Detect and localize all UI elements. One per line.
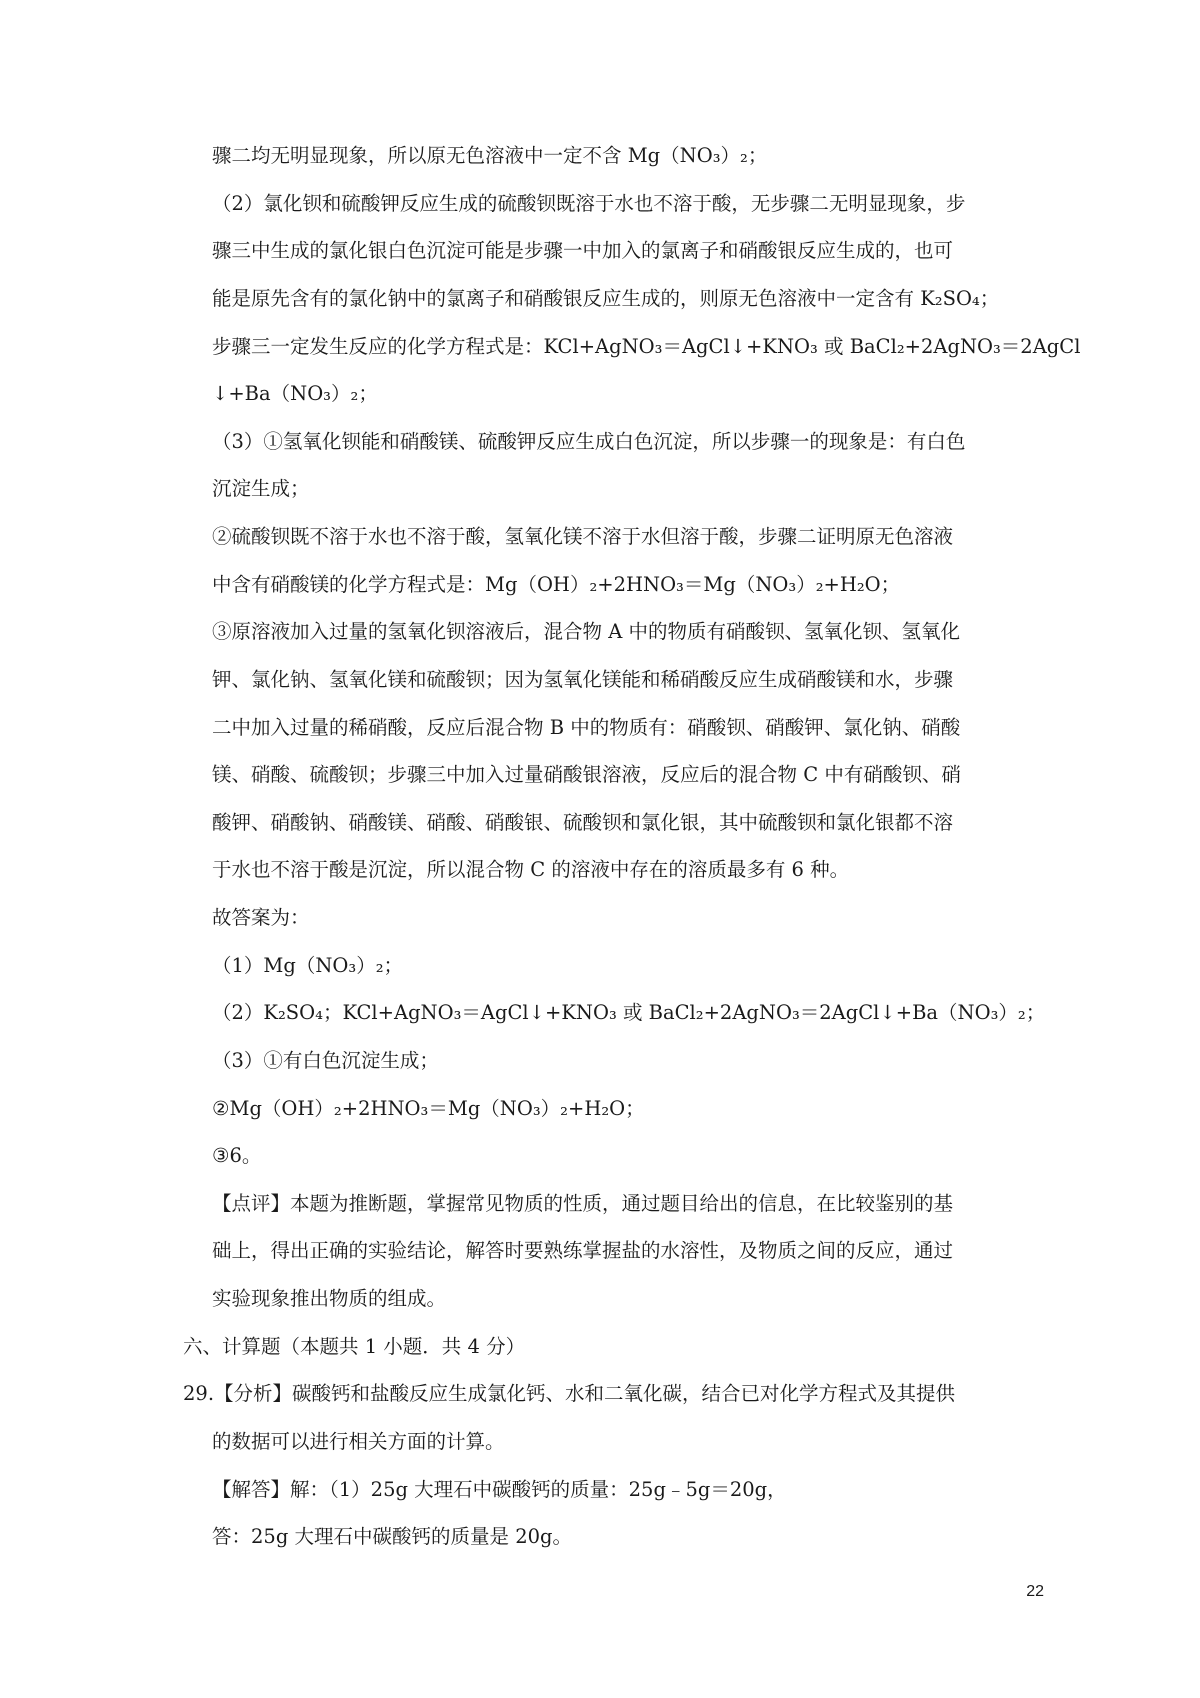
text-line: （2）氯化钡和硫酸钾反应生成的硫酸钡既溶于水也不溶于酸，无步骤二无明显现象，步 (212, 192, 966, 215)
text-line: ↓+Ba（NO₃）₂； (212, 382, 378, 405)
page-number: 22 (1026, 1583, 1044, 1600)
text-line: 骤二均无明显现象，所以原无色溶液中一定不含 Mg（NO₃）₂； (212, 144, 768, 167)
text-line: 二中加入过量的稀硝酸，反应后混合物 B 中的物质有：硝酸钡、硝酸钾、氯化钠、硝酸 (212, 716, 961, 739)
text-line: （2）K₂SO₄；KCl+AgNO₃＝AgCl↓+KNO₃ 或 BaCl₂+2AgNO₃＝2AgCl↓+Ba（NO₃）₂； (212, 1001, 1046, 1024)
text-line: 实验现象推出物质的组成。 (212, 1287, 447, 1310)
question-heading: 29.【分析】碳酸钙和盐酸反应生成氯化钙、水和二氧化碳，结合已对化学方程式及其提供 (183, 1382, 956, 1405)
text-line: 步骤三一定发生反应的化学方程式是：KCl+AgNO₃＝AgCl↓+KNO₃ 或 BaCl₂+2AgNO₃＝2AgCl (212, 335, 1081, 358)
text-line: 于水也不溶于酸是沉淀，所以混合物 C 的溶液中存在的溶质最多有 6 种。 (212, 858, 850, 881)
text-line: （3）①氢氧化钡能和硝酸镁、硫酸钾反应生成白色沉淀，所以步骤一的现象是：有白色 (212, 430, 966, 453)
text-line: ②硫酸钡既不溶于水也不溶于酸，氢氧化镁不溶于水但溶于酸，步骤二证明原无色溶液 (212, 525, 954, 548)
text-line: 答：25g 大理石中碳酸钙的质量是 20g。 (212, 1525, 572, 1548)
text-line: 【点评】本题为推断题，掌握常见物质的性质，通过题目给出的信息，在比较鉴别的基 (212, 1192, 954, 1215)
text-line: 础上，得出正确的实验结论，解答时要熟练掌握盐的水溶性，及物质之间的反应，通过 (212, 1239, 954, 1262)
text-line: 骤三中生成的氯化银白色沉淀可能是步骤一中加入的氯离子和硝酸银反应生成的，也可 (212, 239, 954, 262)
text-line: （1）Mg（NO₃）₂； (212, 954, 404, 977)
text-line: 沉淀生成； (212, 477, 310, 500)
text-line: 中含有硝酸镁的化学方程式是：Mg（OH）₂+2HNO₃＝Mg（NO₃）₂+H₂O； (212, 573, 901, 596)
text-line: ③原溶液加入过量的氢氧化钡溶液后，混合物 A 中的物质有硝酸钡、氢氧化钡、氢氧化 (212, 620, 960, 643)
text-line: 的数据可以进行相关方面的计算。 (212, 1430, 505, 1453)
text-line: ③6。 (212, 1144, 262, 1167)
text-line: 酸钾、硝酸钠、硝酸镁、硝酸、硝酸银、硫酸钡和氯化银，其中硫酸钡和氯化银都不溶 (212, 811, 954, 834)
text-line: 【解答】解：（1）25g 大理石中碳酸钙的质量：25g﹣5g＝20g， (212, 1478, 787, 1501)
text-line: 镁、硝酸、硫酸钡；步骤三中加入过量硝酸银溶液，反应后的混合物 C 中有硝酸钡、硝 (212, 763, 961, 786)
text-line: 钾、氯化钠、氢氧化镁和硫酸钡；因为氢氧化镁能和稀硝酸反应生成硝酸镁和水，步骤 (212, 668, 954, 691)
text-line: 能是原先含有的氯化钠中的氯离子和硝酸银反应生成的，则原无色溶液中一定含有 K₂SO₄； (212, 287, 1000, 310)
text-line: （3）①有白色沉淀生成； (212, 1049, 439, 1072)
text-line: ②Mg（OH）₂+2HNO₃＝Mg（NO₃）₂+H₂O； (212, 1097, 645, 1120)
text-line: 故答案为： (212, 906, 310, 929)
section-heading: 六、计算题（本题共 1 小题．共 4 分） (183, 1335, 526, 1358)
